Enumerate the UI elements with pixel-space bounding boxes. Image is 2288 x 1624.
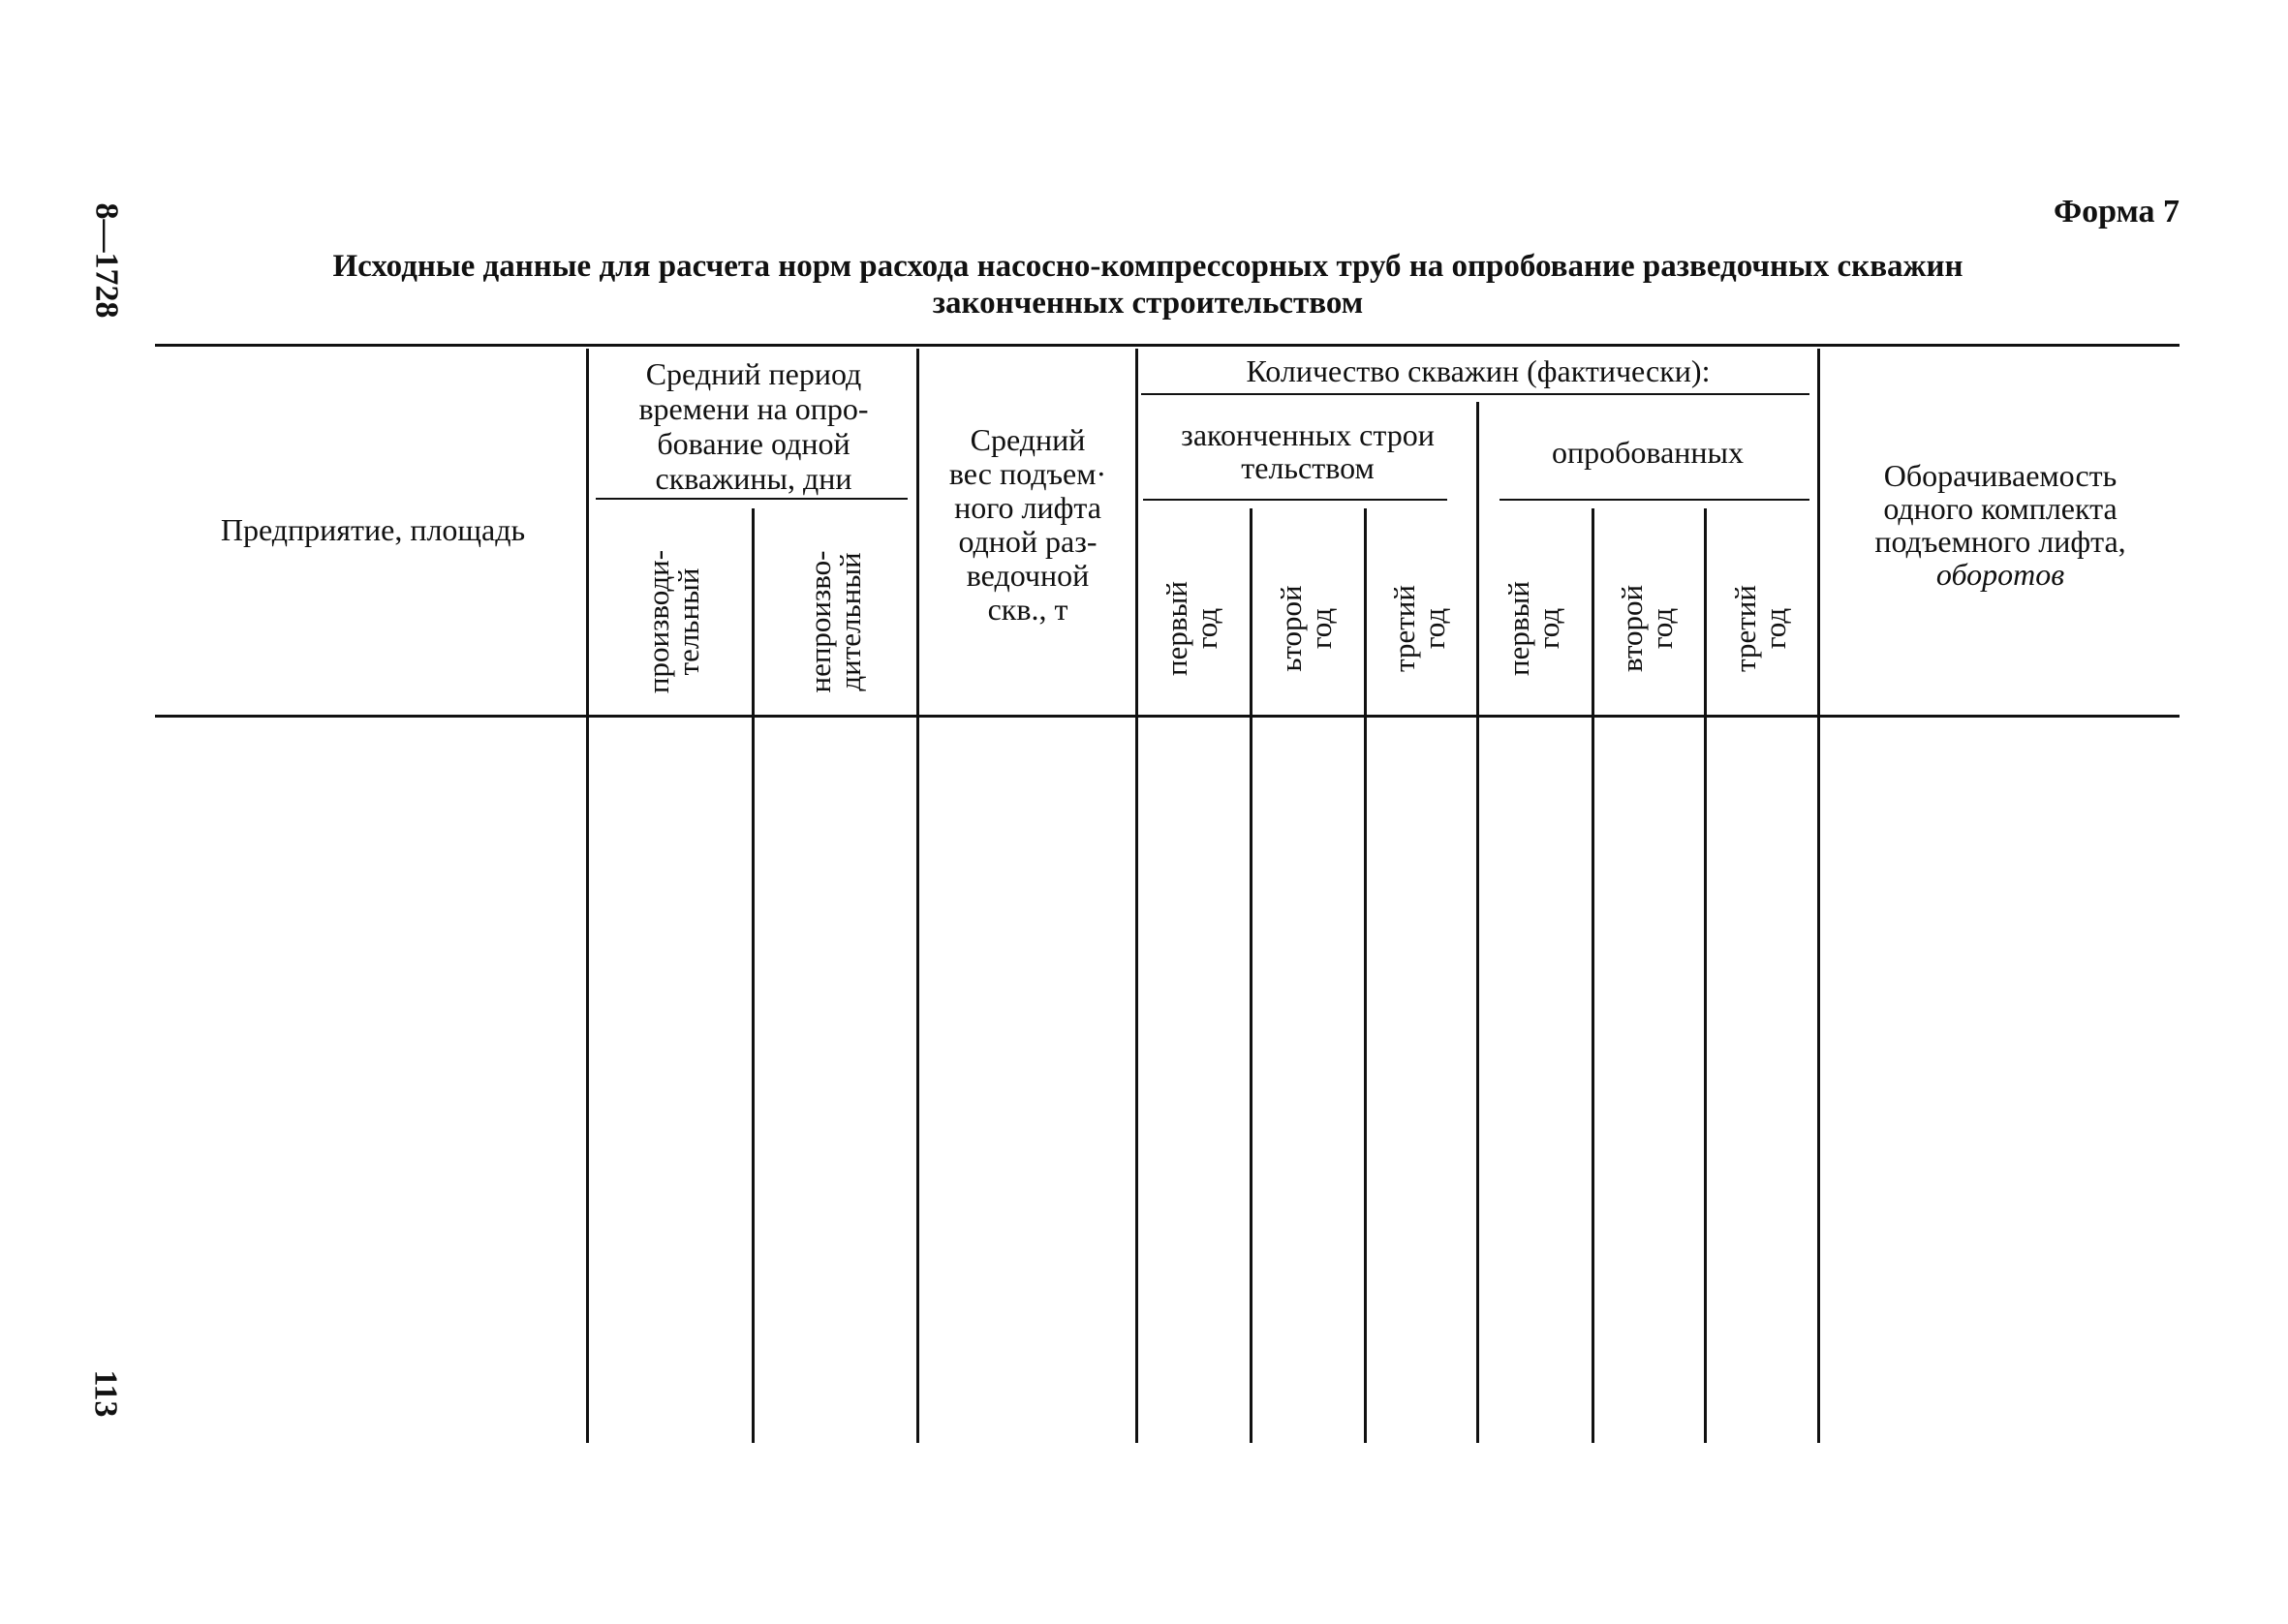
- header-turnover-line: [1821, 558, 2180, 591]
- header-year: [1617, 532, 1679, 725]
- header-productive: [643, 520, 705, 723]
- header-year-line: первый: [1159, 581, 1193, 676]
- header-weight-line: скв., т: [987, 592, 1068, 627]
- header-enterprise: Предприятие, площадь: [220, 512, 526, 547]
- header-period: [591, 356, 916, 496]
- page-title: [165, 248, 2131, 322]
- header-weight-line: одной раз-: [958, 524, 1098, 559]
- header-wells: Количество скважин (фактически):: [1246, 353, 1711, 388]
- form-label: Форма 7: [2053, 194, 2180, 230]
- header-year: [1730, 532, 1792, 725]
- title-line-2: законченных строительством: [932, 286, 1364, 321]
- title-line-1: Исходные данные для расчета норм расхода насосно-компрессорных труб на опробование разведочных скважин: [332, 249, 1963, 284]
- header-weight-line: ного лифта: [954, 490, 1101, 525]
- header-unproductive-line: дительный: [833, 552, 867, 691]
- subcolumn-divider: [1476, 402, 1479, 1443]
- header-year: [1503, 532, 1565, 725]
- column-divider: [916, 349, 919, 1443]
- page-number: 113: [87, 1369, 124, 1418]
- header-productive-line: производи-: [641, 549, 675, 694]
- header-year-line: год: [1531, 607, 1565, 650]
- tested-subheader-rule: [1500, 499, 1809, 501]
- wells-subheader-rule: [1141, 393, 1809, 395]
- header-productive-line: тельный: [671, 567, 705, 676]
- header-weight-line: ведочной: [966, 558, 1090, 593]
- subcolumn-divider: [1364, 508, 1367, 1443]
- subcolumn-divider: [1592, 508, 1594, 1443]
- header-unproductive: [805, 520, 867, 723]
- header-turnover-line: Оборачиваемость: [1883, 458, 2118, 493]
- header-year-line: год: [1758, 607, 1792, 650]
- header-year-line: ьторой: [1274, 585, 1308, 672]
- header-period-line: скважины, дни: [655, 461, 852, 496]
- header-weight-line: вес подъем·: [948, 456, 1107, 491]
- header-turnover-line: подъемного лифта,: [1874, 524, 2126, 559]
- header-year: [1161, 532, 1223, 725]
- subcolumn-divider: [752, 508, 755, 1443]
- header-completed-line: тельством: [1241, 450, 1375, 485]
- header-turnover: [1821, 459, 2180, 591]
- table-top-rule: [155, 344, 2180, 347]
- header-year-line: год: [1190, 607, 1223, 650]
- column-divider: [1817, 349, 1820, 1443]
- document-code: 8—1728: [88, 202, 125, 319]
- header-turnover-unit: оборотов: [1935, 557, 2065, 592]
- period-subheader-rule: [596, 498, 908, 500]
- header-year-line: второй: [1615, 584, 1649, 673]
- header-year: [1389, 532, 1451, 725]
- header-tested: опробованных: [1551, 435, 1745, 470]
- header-year-line: год: [1417, 607, 1451, 650]
- header-year-line: год: [1304, 607, 1338, 650]
- subcolumn-divider: [1250, 508, 1252, 1443]
- header-year-line: год: [1645, 607, 1679, 650]
- column-divider: [586, 349, 589, 1443]
- header-completed: [1139, 418, 1476, 484]
- header-period-line: Средний период: [645, 356, 862, 391]
- header-unproductive-line: непроизво-: [803, 550, 837, 693]
- column-divider: [1135, 349, 1138, 1443]
- header-period-line: времени на опро-: [638, 391, 869, 426]
- header-weight-line: Средний: [970, 422, 1086, 457]
- header-weight: [920, 423, 1135, 627]
- header-completed-line: законченных строи: [1181, 417, 1435, 452]
- completed-subheader-rule: [1143, 499, 1447, 501]
- header-year-line: первый: [1501, 581, 1535, 676]
- header-year-line: третий: [1728, 585, 1762, 672]
- header-year: [1276, 532, 1338, 725]
- header-period-line: бование одной: [657, 426, 850, 461]
- subcolumn-divider: [1704, 508, 1707, 1443]
- header-year-line: третий: [1387, 585, 1421, 672]
- header-turnover-line: одного комплекта: [1883, 491, 2118, 526]
